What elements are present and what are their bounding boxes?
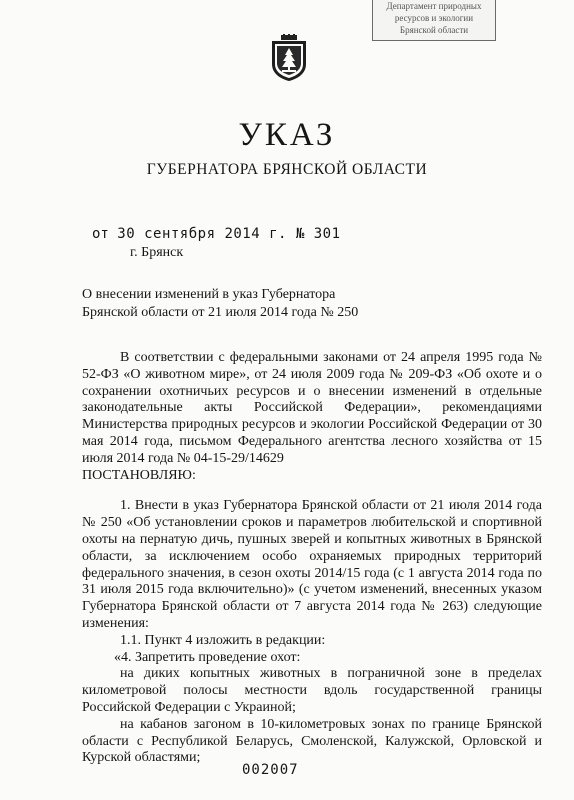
quoted-clause: «4. Запретить проведение охот: (114, 649, 301, 665)
document-date-number: 30 сентября 2014 г. № 301 (117, 226, 341, 242)
bullet-paragraph: на диких копытных животных в пограничной зоне в пределах километровой полосы местности вдоль государственной границы Российской Федерации с Украиной; (82, 666, 542, 715)
stamp-line: Брянской области (399, 25, 469, 35)
document-subtitle: ГУБЕРНАТОРА БРЯНСКОЙ ОБЛАСТИ (146, 161, 428, 178)
date-prefix: от (92, 226, 109, 242)
bullet-paragraph: на кабанов загоном в 10-километровых зонах по границе Брянской области с Республикой Беларусь, Смоленской, Калужской, Орловской и Курской областями; (82, 716, 542, 766)
subject-line: Брянской области от 21 июля 2014 года № 250 (82, 305, 359, 320)
item-1-paragraph: 1. Внести в указ Губернатора Брянской области от 21 июля 2014 года № 250 «Об установлении сроков и параметров любительской и спортивной охоты на пернатую дичь, пушных зверей и копытных животных в Брянской области, за исключением особо охраняемых природных территорий федерального значения, в сезон охоты 2014/15 года (с 1 августа 2014 года по 31 июля 2015 года включительно)» (с учетом изменений, внесенных указом Губернатора Брянской области от 7 августа 2014 года № 263) следующие изменения: (82, 498, 542, 631)
document-body (82, 350, 542, 767)
preamble-paragraph: В соответствии с федеральными законами от 24 апреля 1995 года № 52-ФЗ «О животном мире», от 24 июля 2009 года № 209-ФЗ «Об охоте и о сохранении охотничьих ресурсов и о внесении изменений в отдельные законодательные акты Российской Федерации», рекомендациями Министерства природных ресурсов и экологии Российской Федерации от 30 мая 2014 года, письмом Федерального агентства лесного хозяйства от 15 июля 2014 года № 04-15-29/14629 (82, 350, 542, 466)
registration-stamp (372, 0, 496, 41)
date-line (92, 226, 341, 242)
document-title: УКАЗ (238, 117, 336, 153)
decree-word: ПОСТАНОВЛЯЮ: (82, 467, 196, 483)
document-subject (82, 286, 382, 322)
stamp-line: Департамент природных (386, 1, 482, 11)
city: г. Брянск (130, 245, 184, 260)
subject-line: О внесении изменений в указ Губернатора (82, 287, 336, 302)
page-number: 002007 (242, 762, 299, 778)
item-1-1-paragraph: 1.1. Пункт 4 изложить в редакции: (120, 632, 326, 648)
stamp-line: ресурсов и экологии (394, 13, 474, 23)
coat-of-arms-icon (270, 34, 308, 82)
